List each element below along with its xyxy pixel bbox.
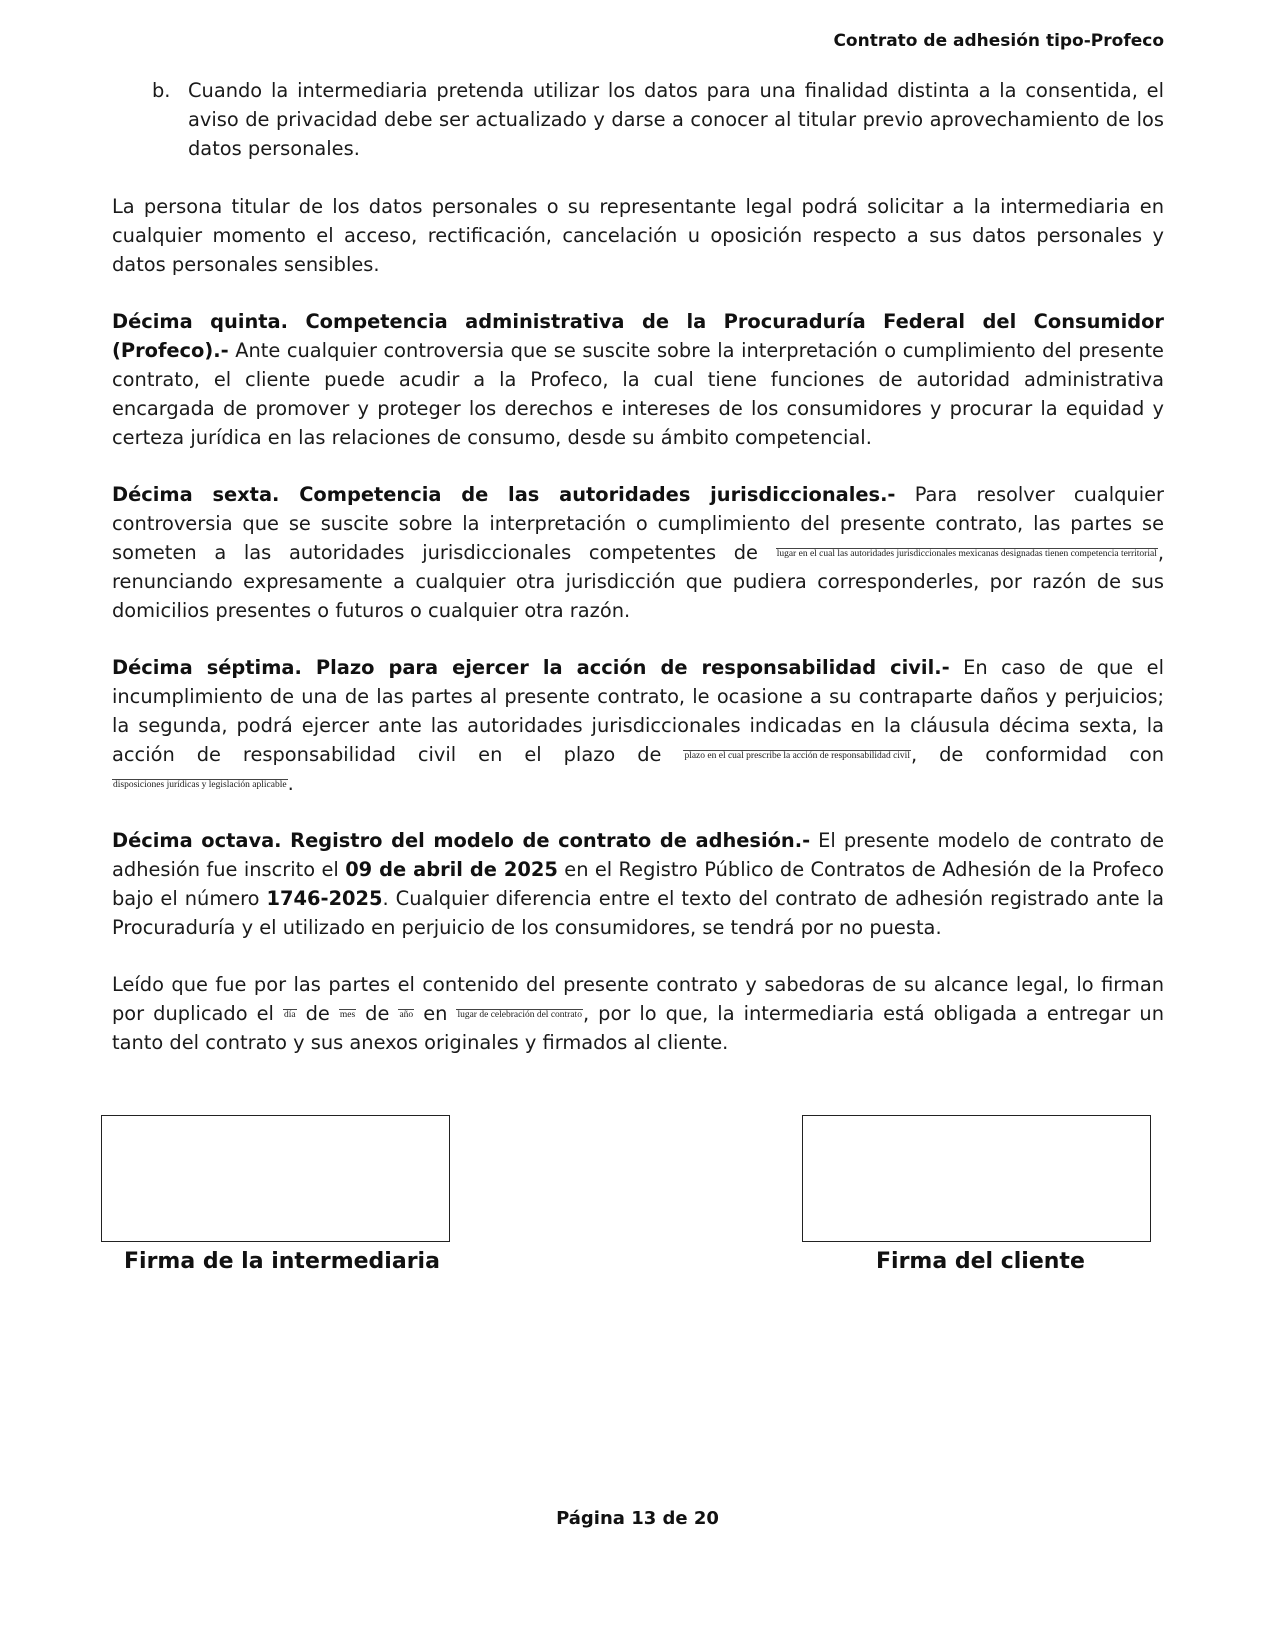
document-header: Contrato de adhesión tipo-Profeco — [833, 31, 1164, 51]
clause-16-text-b: , renunciando expresamente a cualquier otra jurisdicción que pudiera corresponderles, por razón de sus domicilios presentes o futuros o cualquier otra razón. — [112, 541, 1164, 622]
registration-date: 09 de abril de 2025 — [345, 858, 558, 881]
list-marker: b. — [152, 79, 171, 102]
blank-field-year[interactable]: año — [399, 1010, 414, 1020]
paragraph-titular-rights: La persona titular de los datos personales o su representante legal podrá solicitar a la intermediaria en cualquier momento el acceso, rectificación, cancelación u oposición respecto a sus datos personales y datos personales sensibles. — [112, 195, 1164, 276]
list-item-text: Cuando la intermediaria pretenda utilizar los datos para una finalidad distinta a la consentida, el aviso de privacidad debe ser actualizado y darse a conocer al titular previo aprovechamiento de los datos personales. — [188, 79, 1164, 160]
registration-number: 1746-2025 — [266, 887, 383, 910]
closing-text-a: Leído que fue por las partes el contenido del presente contrato y sabedoras de su alcance legal, lo firman por duplicado el — [112, 973, 1164, 1025]
clause-17 — [112, 653, 1164, 798]
clause-18-text-a: El presente modelo de contrato de adhesión fue inscrito el — [112, 829, 1165, 881]
blank-field-jurisdiction[interactable]: lugar en el cual las autoridades jurisdiccionales mexicanas designadas tienen competencia territorial — [776, 549, 1157, 559]
page-number: Página 13 de 20 — [556, 1508, 719, 1529]
blank-field-place[interactable]: lugar de celebración del contrato — [457, 1010, 582, 1020]
closing-text-b: de — [296, 1002, 339, 1025]
clause-16-text-a: Para resolver cualquier controversia que se suscite sobre la interpretación o cumplimiento del presente contrato, las partes se someten a las autoridades jurisdiccionales competentes de — [112, 483, 1164, 564]
clause-16 — [112, 480, 1164, 625]
blank-field-day[interactable]: día — [283, 1010, 296, 1020]
clause-17-text-c: . — [287, 772, 294, 795]
blank-field-prescription-term[interactable]: plazo en el cual prescribe la acción de responsabilidad civil — [684, 751, 910, 761]
clause-18-text-b: en el Registro Público de Contratos de Adhesión de la Profeco bajo el número — [112, 858, 1164, 910]
signature-label-intermediaria: Firma de la intermediaria — [124, 1249, 440, 1274]
clause-18-text-c: . Cualquier diferencia entre el texto del contrato de adhesión registrado ante la Procuraduría y el utilizado en perjuicio de los consumidores, se tendrá por no puesta. — [112, 887, 1165, 939]
blank-field-legislation[interactable]: disposiciones jurídicas y legislación aplicable — [113, 780, 287, 790]
clause-15-heading: Décima quinta. Competencia administrativa de la Procuraduría Federal del Consumidor (Profeco).- — [112, 310, 1164, 362]
closing-text-c: de — [356, 1002, 399, 1025]
signature-box-cliente[interactable] — [802, 1115, 1151, 1242]
clause-18 — [112, 826, 1164, 942]
signature-box-intermediaria[interactable] — [101, 1115, 450, 1242]
clause-15-text: Ante cualquier controversia que se suscite sobre la interpretación o cumplimiento del presente contrato, el cliente puede acudir a la Profeco, la cual tiene funciones de autoridad administrativa encargada de promover y proteger los derechos e intereses de los consumidores y procurar la equidad y certeza jurídica en las relaciones de consumo, desde su ámbito competencial. — [112, 339, 1164, 449]
clause-18-heading: Décima octava. Registro del modelo de contrato de adhesión.- — [112, 829, 811, 852]
document-body — [112, 76, 1164, 1085]
signature-label-cliente: Firma del cliente — [876, 1249, 1085, 1274]
closing-text-d: en — [414, 1002, 457, 1025]
clause-15 — [112, 307, 1164, 452]
closing-text-e: , por lo que, la intermediaria está obligada a entregar un tanto del contrato y sus anexos originales y firmados al cliente. — [112, 1002, 1164, 1054]
clause-17-heading: Décima séptima. Plazo para ejercer la acción de responsabilidad civil.- — [112, 656, 950, 679]
list-item-b — [112, 76, 1164, 163]
clause-17-text-a: En caso de que el incumplimiento de una de las partes al presente contrato, le ocasione a su contraparte daños y perjuicios; la segunda, podrá ejercer ante las autoridades jurisdiccionales indicadas en la cláusula décima sexta, la acción de responsabilidad civil en el plazo de — [112, 656, 1164, 766]
clause-16-heading: Décima sexta. Competencia de las autoridades jurisdiccionales.- — [112, 483, 896, 506]
closing-paragraph — [112, 970, 1164, 1057]
clause-17-text-b: , de conformidad con — [910, 743, 1165, 766]
blank-field-month[interactable]: mes — [339, 1010, 356, 1020]
